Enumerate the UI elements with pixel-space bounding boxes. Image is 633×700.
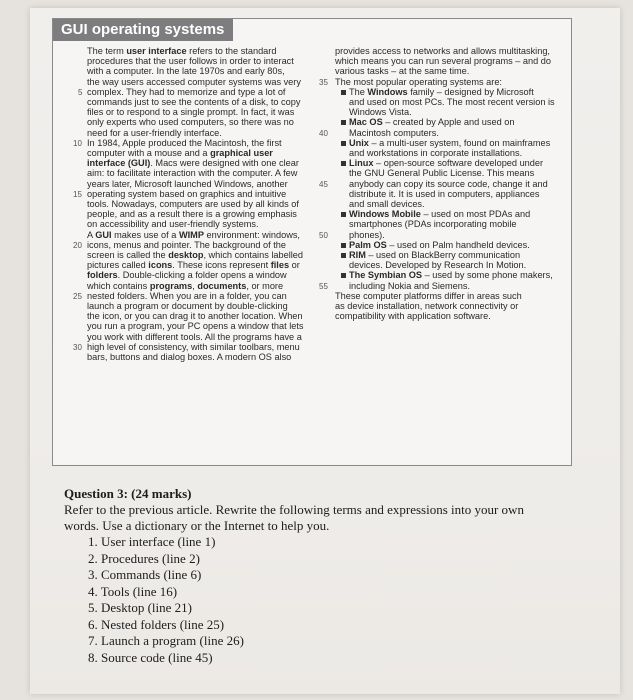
bullet-square-icon bbox=[341, 273, 346, 278]
article-line: screen is called the desktop, which contains labelled bbox=[87, 250, 304, 261]
question-item: 2. Procedures (line 2) bbox=[88, 550, 200, 566]
article-line: Windows Vista. bbox=[349, 107, 412, 118]
article-line: pictures called icons. These icons represent files or bbox=[87, 260, 300, 271]
bullet-square-icon bbox=[341, 243, 346, 248]
article-line: distribute it. It is used in computers, appliances bbox=[349, 188, 540, 199]
question-item: 7. Launch a program (line 26) bbox=[88, 633, 244, 648]
article-line: commands just to see the contents of a disk, to copy bbox=[87, 97, 301, 108]
article-left-column bbox=[87, 46, 315, 362]
question-item: 5. Desktop (line 21) bbox=[88, 600, 192, 615]
os-bullet-item: Palm OS – used on Palm handheld devices. bbox=[349, 239, 530, 250]
line-number: 15 bbox=[73, 189, 82, 199]
bullet-square-icon bbox=[341, 161, 346, 166]
article-line: In 1984, Apple produced the Macintosh, the first bbox=[87, 137, 282, 148]
article-line: operating system based on graphics and intuitive bbox=[87, 188, 287, 199]
article-line: files or to respond to a single prompt. In fact, it was bbox=[87, 107, 295, 118]
article-line: and workstations in corporate installations. bbox=[349, 148, 523, 159]
line-number: 5 bbox=[78, 87, 83, 97]
article-line: which means you can run several programs – and do bbox=[335, 56, 552, 67]
article-line: interface (GUI). Macs were designed with one clear bbox=[87, 158, 299, 169]
bullet-square-icon bbox=[341, 90, 346, 95]
article-line: computer with a mouse and a graphical user bbox=[87, 148, 273, 159]
article-line: smartphones (PDAs incorporating mobile bbox=[349, 219, 517, 230]
article-line: These computer platforms differ in areas such bbox=[335, 290, 522, 301]
line-number: 30 bbox=[73, 342, 82, 352]
article-line: Macintosh computers. bbox=[349, 127, 439, 138]
article-line: as device installation, network connectivity or bbox=[335, 301, 519, 312]
article-line: icons, menus and pointer. The background of the bbox=[87, 239, 287, 250]
question-item: 6. Nested folders (line 25) bbox=[88, 616, 225, 632]
article-line: launch a program or document by double-clicking bbox=[87, 301, 288, 312]
article-line: the GNU General Public License. This means bbox=[349, 168, 535, 179]
article-line: years later, Microsoft launched Windows, another bbox=[87, 178, 288, 189]
article-line: bars, buttons and dialog boxes. A modern OS also bbox=[87, 352, 292, 363]
article-line: you work with different tools. All the programs have a bbox=[87, 331, 302, 342]
article-line: tools. Nowadays, computers are used by all kinds of bbox=[87, 199, 299, 210]
question-items-list bbox=[64, 534, 594, 666]
article-line: only experts who used computers, so there was no bbox=[87, 117, 294, 128]
article-line: phones). bbox=[349, 229, 385, 240]
article-line: the way users accessed computer systems was very bbox=[87, 76, 301, 87]
article-line: people, and as a result there is a growing emphasis bbox=[87, 209, 297, 220]
line-number: 20 bbox=[73, 240, 82, 250]
line-number: 55 bbox=[319, 281, 328, 291]
question-section bbox=[64, 486, 594, 666]
article-line: anybody can copy its source code, change it and bbox=[349, 178, 548, 189]
bullet-square-icon bbox=[341, 120, 346, 125]
article-title-bar bbox=[53, 19, 233, 41]
article-line: The term user interface refers to the standard bbox=[87, 46, 277, 56]
article-line: complex. They had to memorize and type a lot of bbox=[87, 86, 286, 97]
line-number: 35 bbox=[319, 77, 328, 87]
article-line: A GUI makes use of a WIMP environment: windows, bbox=[87, 229, 300, 240]
line-number: 40 bbox=[319, 128, 328, 138]
os-bullet-item: The Windows family – designed by Microsoft bbox=[349, 86, 534, 97]
question-item: 8. Source code (line 45) bbox=[88, 649, 213, 665]
article-box bbox=[52, 18, 572, 466]
article-right-column bbox=[335, 46, 565, 321]
line-number: 50 bbox=[319, 230, 328, 240]
article-line: The most popular operating systems are: bbox=[335, 76, 502, 87]
line-number: 10 bbox=[73, 138, 82, 148]
article-line: procedures that the user follows in order to interact bbox=[87, 56, 294, 67]
line-number: 25 bbox=[73, 291, 82, 301]
os-bullet-item: The Symbian OS – used by some phone makers, bbox=[349, 270, 553, 281]
article-line: folders. Double-clicking a folder opens a window bbox=[87, 270, 287, 281]
article-line: on accessibility and user-friendly systems. bbox=[87, 219, 259, 230]
article-line: various tasks – at the same time. bbox=[335, 66, 470, 77]
article-line: compatibility with application software. bbox=[335, 311, 491, 322]
os-bullet-item: Unix – a multi-user system, found on mainframes bbox=[349, 137, 551, 148]
question-title: Question 3: (24 marks) bbox=[64, 486, 192, 501]
article-line: including Nokia and Siemens. bbox=[349, 280, 471, 291]
os-bullet-item: Mac OS – created by Apple and used on bbox=[349, 117, 515, 128]
bullet-square-icon bbox=[341, 212, 346, 217]
article-line: which contains programs, documents, or more bbox=[87, 280, 284, 291]
article-line: with a computer. In the late 1970s and early 80s, bbox=[87, 66, 285, 77]
article-line: aim: to facilitate interaction with the computer. A few bbox=[87, 168, 298, 179]
question-item: 1. User interface (line 1) bbox=[88, 534, 216, 549]
question-prompt bbox=[64, 502, 594, 534]
article-line: high level of consistency, with similar toolbars, menu bbox=[87, 341, 300, 352]
article-line: provides access to networks and allows multitasking, bbox=[335, 46, 550, 56]
article-line: and used on most PCs. The most recent version is bbox=[349, 97, 555, 108]
bullet-square-icon bbox=[341, 253, 346, 258]
bullet-square-icon bbox=[341, 141, 346, 146]
article-title: GUI operating systems bbox=[61, 21, 225, 38]
article-line: need for a user-friendly interface. bbox=[87, 127, 222, 138]
line-number: 45 bbox=[319, 179, 328, 189]
question-prompt-line: words. Use a dictionary or the Internet to help you. bbox=[64, 518, 330, 533]
article-line: devices. Developed by Research In Motion. bbox=[349, 260, 527, 271]
os-bullet-item: Windows Mobile – used on most PDAs and bbox=[349, 209, 531, 220]
article-line: and small devices. bbox=[349, 199, 425, 210]
article-line: nested folders. When you are in a folder, you can bbox=[87, 290, 287, 301]
article-line: the icon, or you can drag it to another location. When bbox=[87, 311, 303, 322]
question-item: 4. Tools (line 16) bbox=[88, 583, 178, 599]
article-line: you run a program, your PC opens a window that lets bbox=[87, 321, 304, 332]
os-bullet-item: Linux – open-source software developed under bbox=[349, 158, 544, 169]
question-prompt-line: Refer to the previous article. Rewrite the following terms and expressions into your own bbox=[64, 502, 524, 517]
os-bullet-item: RIM – used on BlackBerry communication bbox=[349, 250, 521, 261]
question-item: 3. Commands (line 6) bbox=[88, 567, 202, 582]
